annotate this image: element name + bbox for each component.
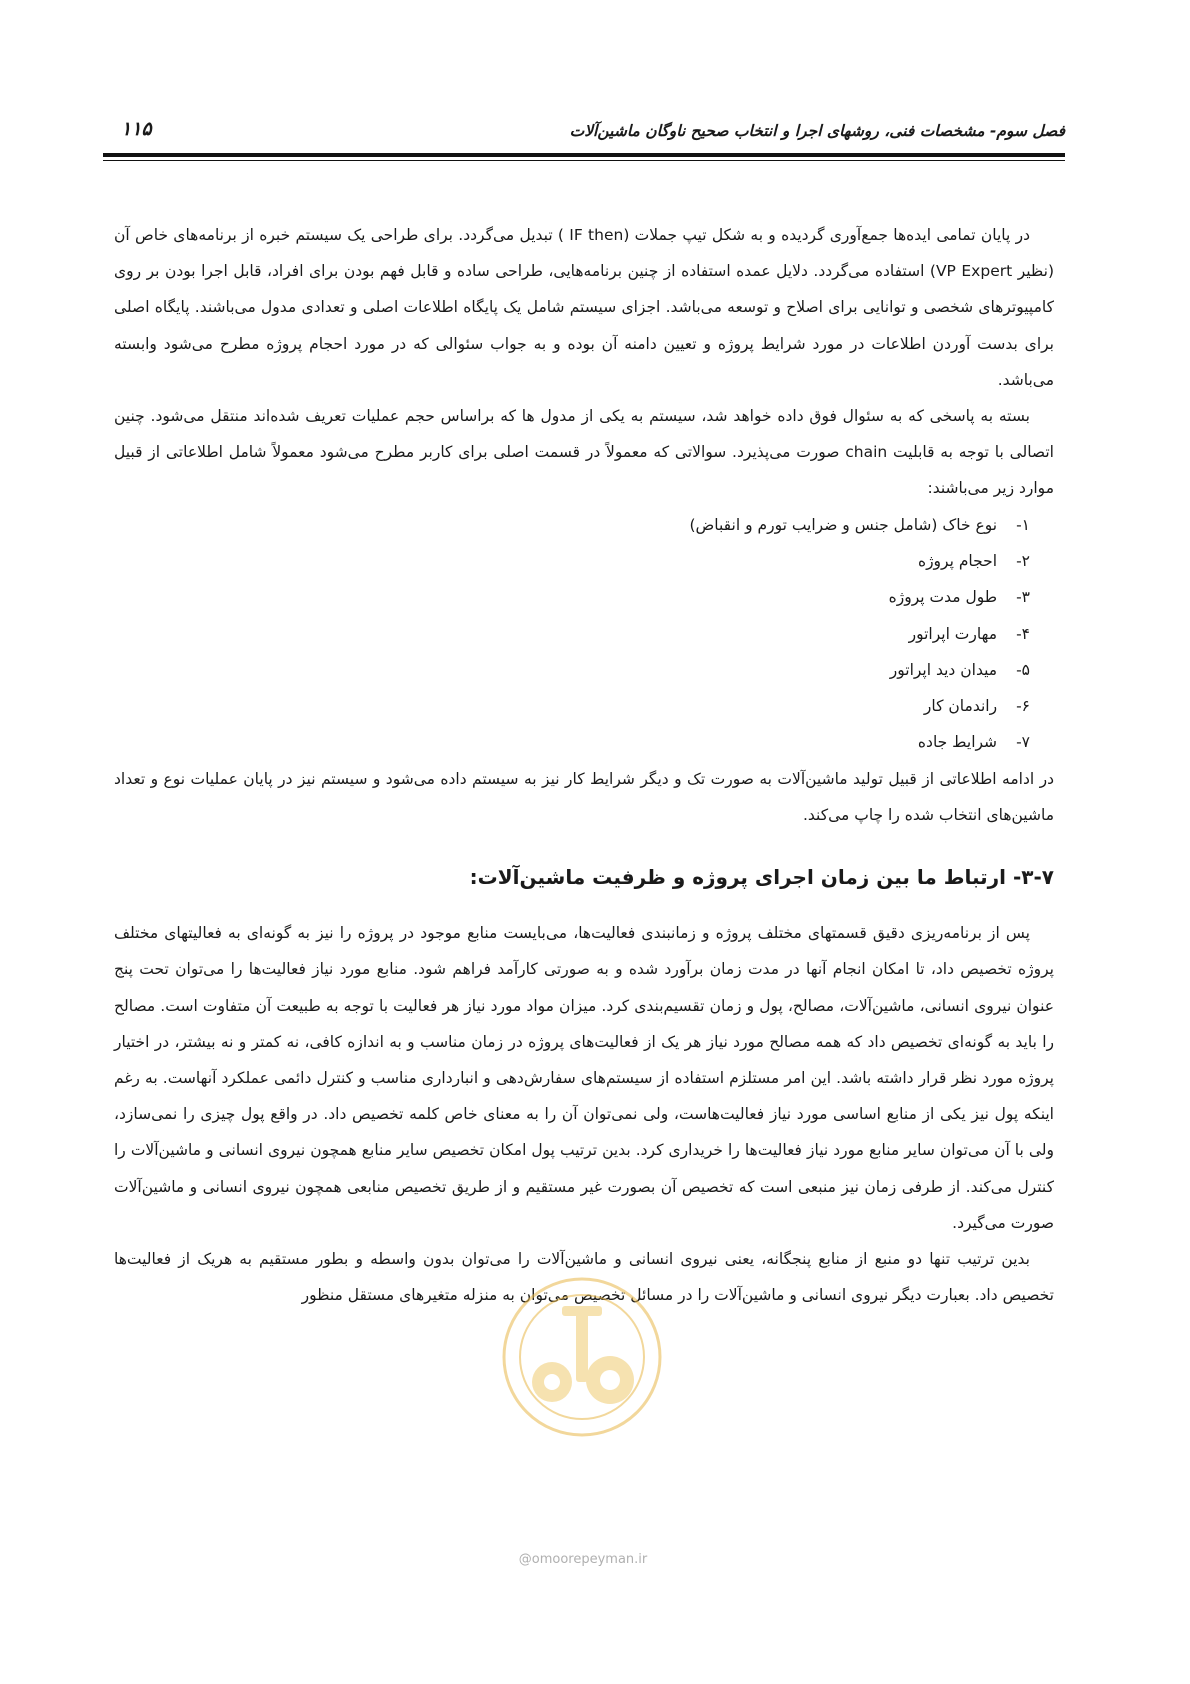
list-item [114,543,1030,579]
list-item-number: ۷- [1016,733,1030,752]
intro-paragraph-1: در پایان تمامی ایده‌ها جمع‌آوری گردیده و به شکل تیپ جملات (IF then ) تبدیل می‌گردد. برای طراحی یک سیستم خبره از برنامه‌های خاص آن (نظیر VP Expert) استفاده می‌گردد. دلایل عمده استفاده از چنین برنامه‌هایی، طراحی ساده و قابل فهم بودن برای افراد، قابل اجرا بودن بر روی کامپیوترهای شخصی و توانایی برای اصلاح و توسعه می‌باشد. اجزای سیستم شامل یک پایگاه اطلاعات اصلی و تعدادی مدول می‌باشند. پایگاه اصلی برای بدست آوردن اطلاعات در مورد شرایط پروژه و تعیین دامنه آن بوده و به جواب سئوالی که در مورد احجام پروژه مطرح می‌شود وابسته می‌باشد. [114,226,1054,389]
list-item [114,688,1030,724]
chapter-title: فصل سوم- مشخصات فنی، روشهای اجرا و انتخاب صحیح ناوگان ماشین‌آلات [569,122,1065,140]
list-item-text: نوع خاک (شامل جنس و ضرایب تورم و انقباض) [689,515,998,534]
list-item-number: ۳- [1016,588,1030,607]
page-header [103,118,1065,152]
list-item-number: ۶- [1016,697,1030,716]
paragraph-after-list: در ادامه اطلاعاتی از قبیل تولید ماشین‌آلات به صورت تک و دیگر شرایط کار نیز به سیستم داده می‌شود و سیستم نیز در پایان عملیات نوع و تعداد ماشین‌های انتخاب شده را چاپ می‌کند. [114,769,1054,824]
list-item [114,724,1030,760]
list-item-number: ۲- [1016,551,1030,570]
list-item-text: راندمان کار [923,697,998,716]
list-item-text: طول مدت پروژه [888,588,998,607]
body-text [114,217,1054,1313]
list-item-text: مهارت اپراتور [908,624,998,643]
intro-paragraph-2: بسته به پاسخی که به سئوال فوق داده خواهد شد، سیستم به یکی از مدول ها که براساس حجم عملیات تعریف شده‌اند منتقل می‌شود. چنین اتصالی با توجه به قابلیت chain صورت می‌پذیرد. سوالاتی که معمولاً در قسمت اصلی برای کاربر مطرح می‌شود معمولاً شامل اطلاعاتی از قبیل موارد زیر می‌باشند: [114,407,1054,498]
watermark-url: @omoorepeyman.ir [518,1552,648,1567]
question-list [114,507,1054,761]
section-paragraph-2: بدین ترتیب تنها دو منبع از منابع پنجگانه، یعنی نیروی انسانی و ماشین‌آلات را می‌توان بدون واسطه و بطور مستقیم به هریک از فعالیت‌ها تخصیص داد. بعبارت دیگر نیروی انسانی و ماشین‌آلات را در مسائل تخصیص می‌توان به منزله متغیرهای مستقل منظور [114,1249,1054,1305]
header-rule-thick [103,153,1065,157]
list-item [114,616,1030,652]
header-rule-thin [103,160,1065,161]
list-item-number: ۱- [1016,515,1030,534]
list-item-text: شرایط جاده [917,733,998,752]
page-number: ۱۱۵ [121,118,152,140]
list-item [114,652,1030,688]
list-item-text: میدان دید اپراتور [889,660,998,679]
list-item-text: احجام پروژه [917,551,998,570]
list-item-number: ۵- [1016,660,1030,679]
list-item [114,579,1030,615]
list-item-number: ۴- [1016,624,1030,643]
section-heading: ۳-۷- ارتباط ما بین زمان اجرای پروژه و ظرفیت ماشین‌آلات: [469,865,1054,890]
section-paragraph-1: پس از برنامه‌ریزی دقیق قسمتهای مختلف پروژه و زمانبندی فعالیت‌ها، می‌بایست منابع موجود در پروژه را نیز به گونه‌ای به فعالیتهای مختلف پروژه تخصیص داد، تا امکان انجام آنها در مدت زمان برآورد شده و به صورتی کارآمد فراهم شود. منابع مورد نیاز فعالیت‌ها را می‌توان تحت پنج عنوان نیروی انسانی، ماشین‌آلات، مصالح، پول و زمان تقسیم‌بندی کرد. میزان مواد مورد نیاز هر فعالیت با توجه به طبیعت آن متفاوت است. مصالح را باید به گونه‌ای تخصیص داد که همه مصالح مورد نیاز هر یک از فعالیت‌های پروژه در زمان مناسب و به اندازه کافی، نه کمتر و نه بیشتر، در اختیار پروژه مورد نظر قرار داشته باشد. این امر مستلزم استفاده از سیستم‌های سفارش‌دهی و انبارداری مناسب و کنترل دائمی عملکرد آنهاست. به رغم اینکه پول نیز یکی از منابع اساسی مورد نیاز فعالیت‌هاست، ولی نمی‌توان آن را به معنای خاص کلمه تخصیص داد. در واقع پول چیزی را نمی‌سازد، ولی با آن می‌توان سایر منابع مورد نیاز فعالیت‌ها را خریداری کرد. بدین ترتیب پول امکان تخصیص سایر منابع همچون نیروی انسانی و ماشین‌آلات را کنترل می‌کند. از طرفی زمان نیز منبعی است که تخصیص آن بصورت غیر مستقیم و از طریق تخصیص منابعی همچون نیروی انسانی و ماشین‌آلات صورت می‌گیرد. [114,924,1054,1232]
list-item [114,507,1030,543]
